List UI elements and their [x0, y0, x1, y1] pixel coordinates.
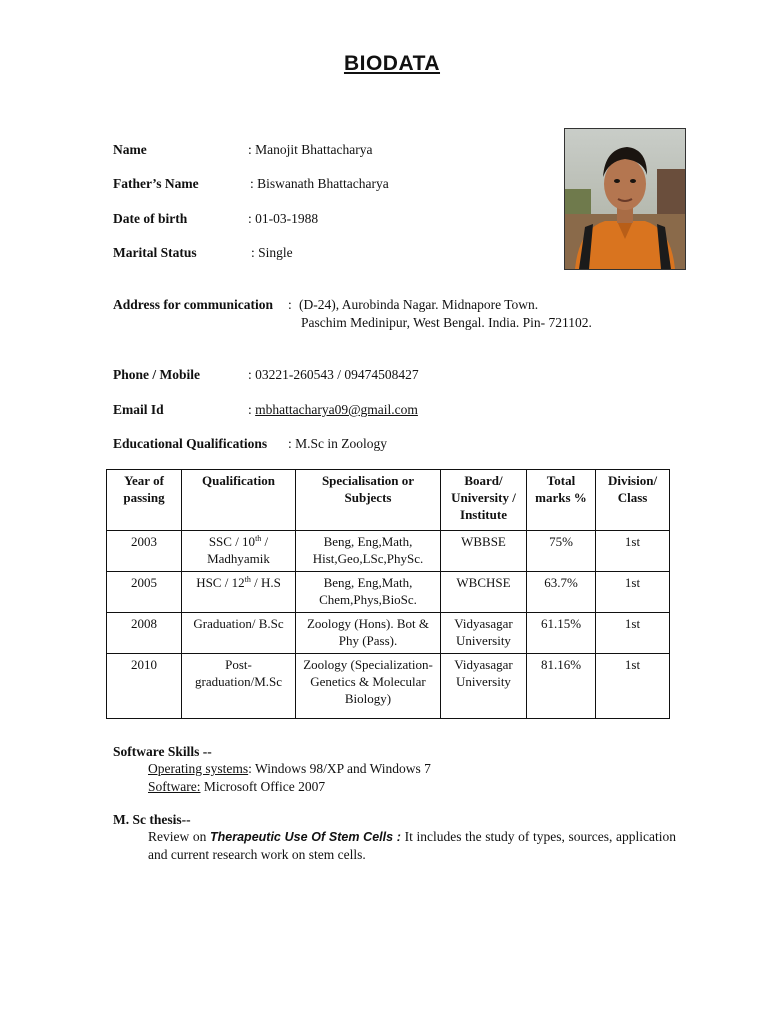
cell-marks: 61.15%	[527, 613, 596, 654]
address-colon: :	[288, 297, 292, 312]
phone-label: Phone / Mobile	[113, 367, 200, 382]
cell-qualification: Post-graduation/M.Sc	[182, 654, 296, 719]
education-label: Educational Qualifications	[113, 436, 268, 451]
cell-year: 2010	[107, 654, 182, 719]
cell-year: 2003	[107, 531, 182, 572]
table-header-row	[107, 470, 670, 531]
cell-board: WBBSE	[441, 531, 527, 572]
cell-qualification: HSC / 12th / H.S	[182, 572, 296, 613]
thesis-label: M. Sc thesis--	[113, 812, 191, 827]
phone-value: : 03221-260543 / 09474508427	[248, 367, 419, 382]
operating-systems-value: : Windows 98/XP and Windows 7	[248, 761, 431, 776]
page-title: BIODATA	[343, 52, 441, 75]
cell-division: 1st	[596, 613, 670, 654]
cell-board: WBCHSE	[441, 572, 527, 613]
software-value: Microsoft Office 2007	[200, 779, 326, 794]
header-year: Year of passing	[107, 470, 182, 531]
table-row	[107, 572, 670, 613]
operating-systems-label: Operating systems	[148, 761, 249, 776]
cell-year: 2008	[107, 613, 182, 654]
table-row	[107, 613, 670, 654]
education-table	[106, 469, 670, 719]
marital-status-value: : Single	[251, 245, 293, 260]
father-name-label: Father’s Name	[113, 176, 199, 191]
table-row	[107, 654, 670, 719]
header-board: Board/ University / Institute	[441, 470, 527, 531]
cell-qualification: Graduation/ B.Sc	[182, 613, 296, 654]
address-line-1: (D-24), Aurobinda Nagar. Midnapore Town.	[299, 297, 539, 312]
thesis-description: Review on Therapeutic Use Of Stem Cells : It includes the study of types, sources, application and current research work on stem cells.	[148, 829, 676, 862]
header-qualification: Qualification	[182, 470, 296, 531]
cell-specialisation: Beng, Eng,Math, Chem,Phys,BioSc.	[296, 572, 441, 613]
header-division: Division/ Class	[596, 470, 670, 531]
cell-marks: 75%	[527, 531, 596, 572]
cell-division: 1st	[596, 531, 670, 572]
email-link[interactable]: mbhattacharya09@gmail.com	[255, 402, 418, 417]
dob-label: Date of birth	[113, 211, 188, 226]
father-name-value: : Biswanath Bhattacharya	[250, 176, 389, 191]
software-label: Software:	[148, 779, 201, 794]
email-field: : mbhattacharya09@gmail.com	[248, 402, 418, 417]
header-marks: Total marks %	[527, 470, 596, 531]
cell-marks: 81.16%	[527, 654, 596, 719]
cell-specialisation: Beng, Eng,Math, Hist,Geo,LSc,PhySc.	[296, 531, 441, 572]
address-label: Address for communication	[113, 297, 274, 312]
cell-division: 1st	[596, 654, 670, 719]
cell-year: 2005	[107, 572, 182, 613]
education-summary: : M.Sc in Zoology	[288, 436, 388, 451]
cell-specialisation: Zoology (Specialization- Genetics & Molecular Biology)	[296, 654, 441, 719]
marital-status-label: Marital Status	[113, 245, 197, 260]
email-label: Email Id	[113, 402, 164, 417]
operating-systems-line	[148, 761, 431, 777]
cell-division: 1st	[596, 572, 670, 613]
person-photo-image	[565, 129, 685, 269]
header-specialisation: Specialisation or Subjects	[296, 470, 441, 531]
cell-marks: 63.7%	[527, 572, 596, 613]
profile-photo	[564, 128, 686, 270]
address-line-2: Paschim Medinipur, West Bengal. India. Pin- 721102.	[301, 315, 592, 330]
cell-board: Vidyasagar University	[441, 613, 527, 654]
cell-qualification: SSC / 10th / Madhyamik	[182, 531, 296, 572]
cell-specialisation: Zoology (Hons). Bot & Phy (Pass).	[296, 613, 441, 654]
name-value: : Manojit Bhattacharya	[248, 142, 373, 157]
cell-board: Vidyasagar University	[441, 654, 527, 719]
name-label: Name	[113, 142, 147, 157]
dob-value: : 01-03-1988	[248, 211, 319, 226]
table-row	[107, 531, 670, 572]
thesis-topic: Therapeutic Use Of Stem Cells :	[210, 830, 401, 844]
software-line	[148, 779, 325, 795]
software-skills-label: Software Skills --	[113, 744, 212, 759]
